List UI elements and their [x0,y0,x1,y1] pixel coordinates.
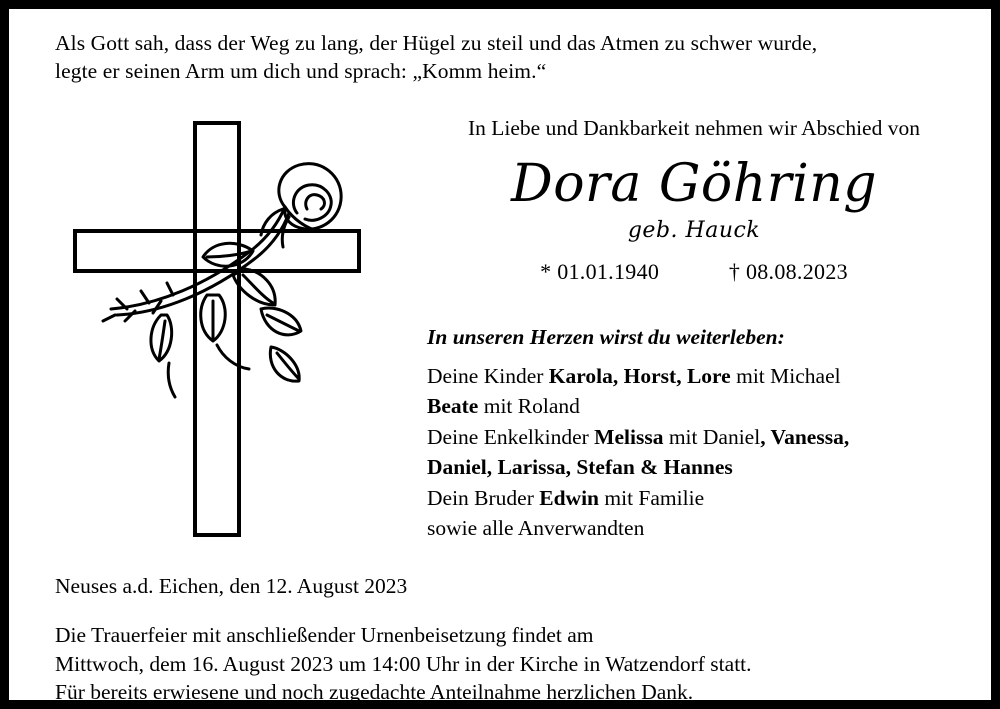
death-symbol: † [728,259,741,284]
ceremony-line-3: Für bereits erwiesene und noch zugedachte Anteilnahme herzlichen Dank. [55,680,694,704]
ceremony-line-1: Die Trauerfeier mit anschließender Urnenbeisetzung findet am [55,623,594,647]
lead-text: In Liebe und Dankbarkeit nehmen wir Abschied von [468,116,920,140]
family-line-1-prefix: Deine Kinder [427,363,549,388]
family-line-1-names: Karola, Horst, Lore [548,363,731,388]
deceased-block [414,114,974,285]
deceased-name: Dora Göhring [511,154,877,214]
maiden-name: geb. Hauck [627,218,761,243]
place-and-date: Neuses a.d. Eichen, den 12. August 2023 [55,574,408,598]
death-date: 08.08.2023 [745,259,848,284]
ceremony-details [55,621,975,707]
family-line-3-name: Melissa [594,424,664,449]
family-line-5-name: Edwin [539,485,600,510]
family-line-3-mid: mit Daniel [663,424,761,449]
life-dates [414,259,974,285]
obituary-inner [9,9,991,704]
family-line-2-suffix: mit Roland [478,394,580,418]
family-block [427,322,987,544]
ceremony-line-2: Mittwoch, dem 16. August 2023 um 14:00 Uhr in der Kirche in Watzendorf statt. [55,651,752,676]
family-line-5 [427,483,987,514]
family-line-3-prefix: Deine Enkelkinder [427,424,595,449]
poem-block [55,29,955,85]
family-line-3-name2: , Vanessa, [760,424,850,449]
family-line-1-suffix: mit Michael [730,363,841,388]
family-heading: In unseren Herzen wirst du weiterleben: [427,325,785,349]
birth-symbol: * [540,259,552,284]
family-line-2-name: Beate [427,394,479,418]
cross-with-rose-icon [57,109,377,549]
poem-line-2: legte er seinen Arm um dich und sprach: „Komm heim.“ [55,59,547,83]
family-line-1 [427,361,987,392]
family-line-5-suffix: mit Familie [599,485,705,510]
family-line-4-names: Daniel, Larissa, Stefan & Hannes [427,455,733,479]
poem-line-1: Als Gott sah, dass der Weg zu lang, der Hügel zu steil und das Atmen zu schwer wurde, [55,31,818,55]
family-line-6: sowie alle Anverwandten [427,516,645,540]
family-line-3 [427,422,987,453]
family-line-4 [427,452,987,483]
family-line-2 [427,391,987,422]
birth-date: 01.01.1940 [557,259,660,284]
family-line-5-prefix: Dein Bruder [427,485,540,510]
